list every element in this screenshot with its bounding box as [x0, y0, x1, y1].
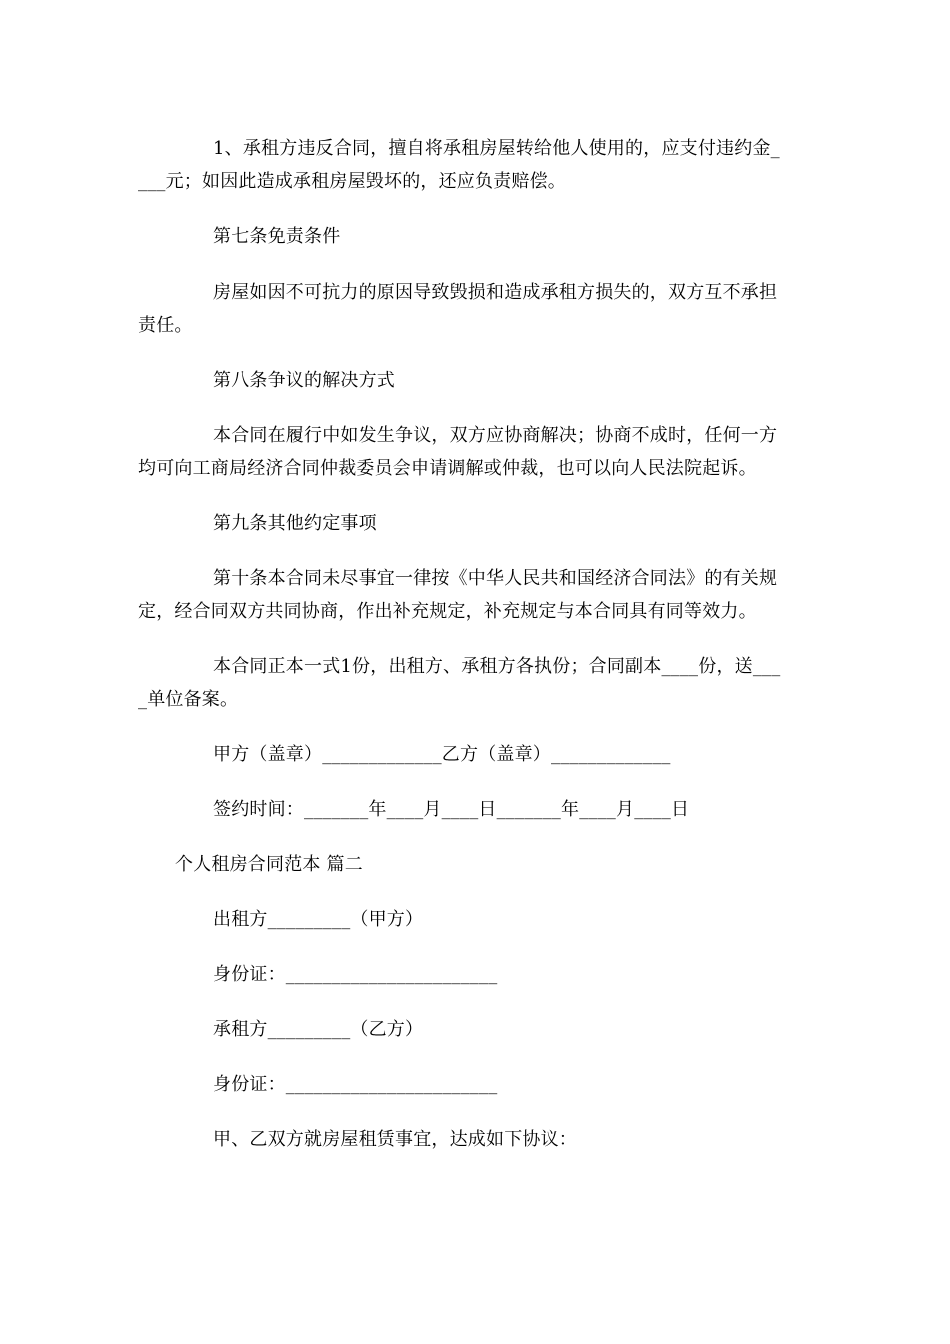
signing-date-line: 签约时间：_______年____月____日_______年____月____日 [213, 799, 690, 820]
clause-six-item-1-line-2: ___元；如因此造成承租房屋毁坏的，还应负责赔偿。 [138, 171, 566, 192]
clause-ten-text-line-2: 定，经合同双方共同协商，作出补充规定，补充规定与本合同具有同等效力。 [138, 601, 757, 622]
clause-seven-text-line-2: 责任。 [138, 315, 193, 336]
copies-line-2: _单位备案。 [138, 689, 239, 710]
agreement-intro-line: 甲、乙双方就房屋租赁事宜，达成如下协议： [213, 1129, 577, 1150]
lessor-id-line: 身份证：_______________________ [213, 964, 498, 985]
lessor-line: 出租方_________（甲方） [213, 909, 424, 930]
lessee-id-line: 身份证：_______________________ [213, 1074, 498, 1095]
clause-eight-heading: 第八条争议的解决方式 [213, 370, 395, 391]
clause-ten-text-line-1: 第十条本合同未尽事宜一律按《中华人民共和国经济合同法》的有关规 [213, 568, 778, 589]
clause-eight-text-line-1: 本合同在履行中如发生争议，双方应协商解决；协商不成时，任何一方 [213, 425, 778, 446]
copies-line-1: 本合同正本一式1份，出租方、承租方各执份；合同副本____份，送___ [213, 656, 781, 677]
lessee-line: 承租方_________（乙方） [213, 1019, 424, 1040]
clause-six-item-1-line-1: 1、承租方违反合同，擅自将承租房屋转给他人使用的，应支付违约金_ [213, 138, 780, 159]
clause-nine-heading: 第九条其他约定事项 [213, 513, 377, 534]
section-two-title: 个人租房合同范本 篇二 [175, 854, 363, 875]
clause-seven-text-line-1: 房屋如因不可抗力的原因导致毁损和造成承租方损失的，双方互不承担 [213, 282, 778, 303]
signature-seal-line: 甲方（盖章）_____________乙方（盖章）_____________ [213, 744, 671, 765]
clause-eight-text-line-2: 均可向工商局经济合同仲裁委员会申请调解或仲裁，也可以向人民法院起诉。 [138, 458, 757, 479]
clause-seven-heading: 第七条免责条件 [213, 226, 341, 247]
